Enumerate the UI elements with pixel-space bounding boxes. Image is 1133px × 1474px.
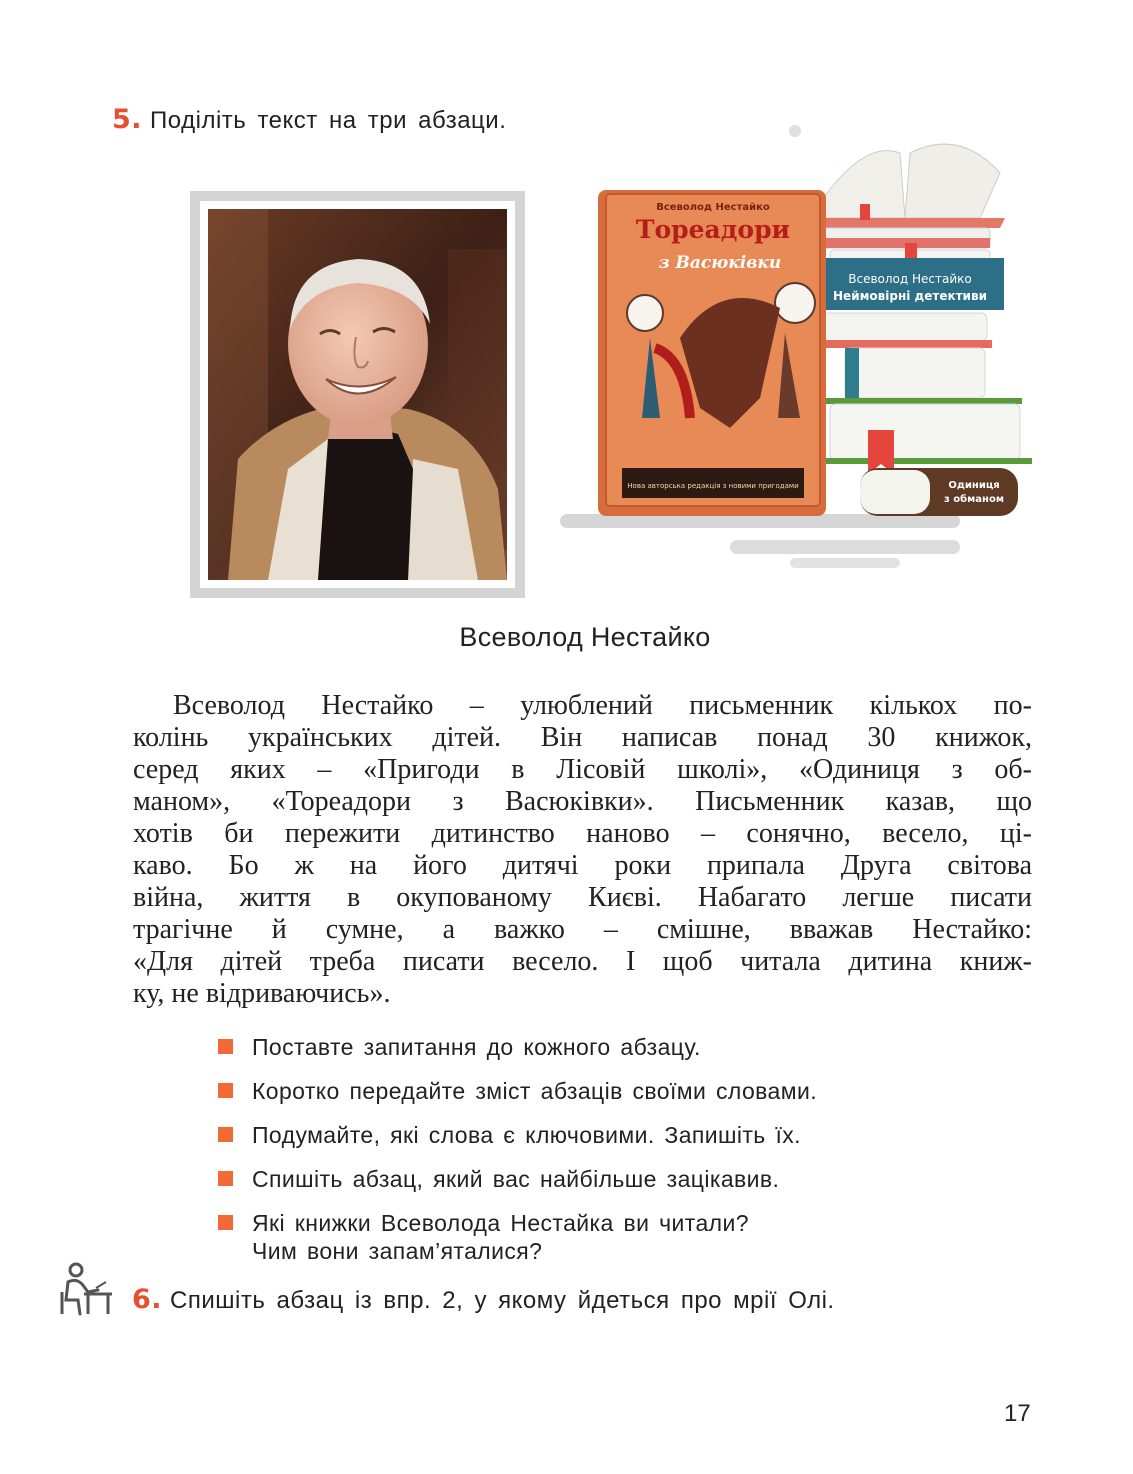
bullet-square-icon [218,1127,233,1142]
exercise-instruction: Спишіть абзац із впр. 2, у якому йдеться про мрії Олі. [170,1287,835,1314]
list-item [218,1077,1018,1105]
bullet-square-icon [218,1171,233,1186]
text-line: ку, не відриваючись». [133,978,391,1009]
text-line: серед яких – «Пригоди в Лісовій школі», «Одиниця з об- [133,754,1032,785]
question-text: Коротко передайте зміст абзаців своїми словами. [252,1078,817,1104]
page-number: 17 [1004,1400,1031,1427]
list-item [218,1209,1018,1265]
question-text: Які книжки Всеволода Нестайка ви читали? [252,1210,749,1236]
text-line: колінь українських дітей. Він написав понад 30 книжок, [133,722,1032,753]
text-line: трагічне й сумне, а важко – смішне, вважав Нестайко: [133,914,1032,945]
exercise-instruction: Поділіть текст на три абзаци. [150,107,507,134]
cover1-title-bottom: з Васюківки [658,253,782,273]
question-text: Подумайте, які слова є ключовими. Запишіть їх. [252,1122,801,1148]
list-item [218,1121,1018,1149]
bullet-square-icon [218,1039,233,1054]
text-line: війна, життя в окупованому Києві. Набагато легше писати [133,882,1032,913]
text-line: «Для дітей треба писати весело. І щоб читала дитина книж- [133,946,1032,977]
cover1-subtitle: Нова авторська редакція з новими пригодами [627,482,799,490]
list-item [218,1165,1018,1193]
portrait-photo [208,209,507,580]
text-line: Всеволод Нестайко – улюблений письменник кількох по- [173,690,1032,721]
questions-list [218,1033,1018,1281]
body-text [133,690,1032,1010]
cover1-title-top: Тореадори [635,215,791,244]
bullet-square-icon [218,1083,233,1098]
question-text: Спишіть абзац, який вас найбільше зацікавив. [252,1166,780,1192]
text-title: Всеволод Нестайко [459,622,711,652]
author-portrait [190,191,525,598]
text-line: хотів би пережити дитинство наново – сонячно, весело, ці- [133,818,1032,849]
books-illustration [560,118,1040,568]
cover3-title-line1: Одиниця [948,480,1000,491]
exercise-6 [132,1284,835,1315]
writing-desk-icon [58,1262,114,1318]
exercise-number: 6. [132,1284,163,1315]
text-line: маном», «Тореадори з Васюківки». Письменник казав, що [133,786,1032,817]
text-line: каво. Бо ж на його дитячі роки припала Друга світова [133,850,1032,881]
cover2-title: Неймовірні детективи [833,289,987,303]
cover1-author: Всеволод Нестайко [656,202,770,213]
list-item [218,1033,1018,1061]
question-text: Поставте запитання до кожного абзацу. [252,1034,701,1060]
bullet-square-icon [218,1215,233,1230]
cover2-author: Всеволод Нестайко [848,272,972,286]
exercise-number: 5. [112,104,143,135]
cover3-title-line2: з обманом [943,494,1005,505]
question-text-continued: Чим вони запам’яталися? [252,1238,543,1264]
exercise-5 [112,104,506,135]
